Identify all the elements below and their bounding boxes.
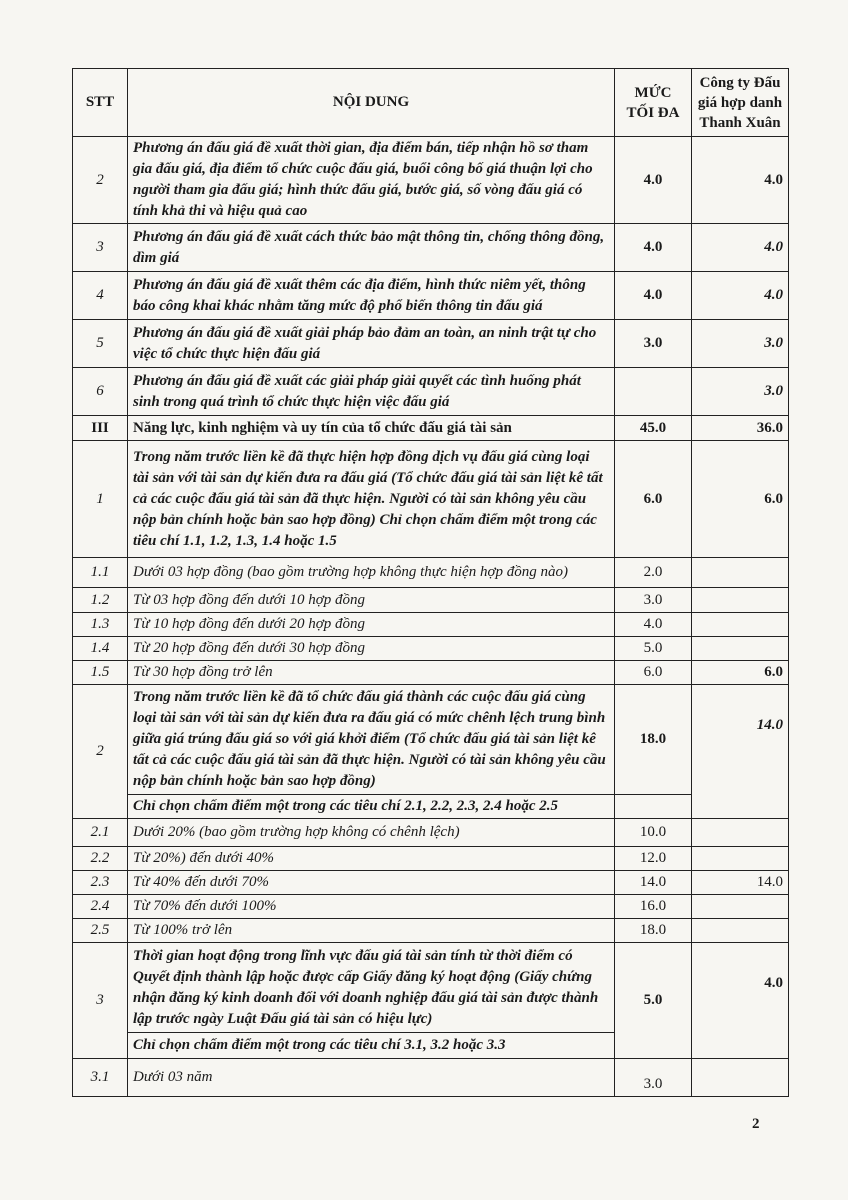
row-max-score: 6.0 bbox=[615, 441, 692, 558]
row-stt: 3 bbox=[73, 943, 128, 1059]
row-max-score: 14.0 bbox=[615, 871, 692, 895]
row-max-score: 45.0 bbox=[615, 416, 692, 441]
table-row bbox=[73, 224, 789, 272]
row-content: Phương án đấu giá đề xuất giải pháp bảo đảm an toàn, an ninh trật tự cho việc tổ chức thực hiện đấu giá bbox=[128, 320, 615, 368]
row-content: Thời gian hoạt động trong lĩnh vực đấu giá tài sản tính từ thời điểm có Quyết định thành lập hoặc được cấp Giấy đăng ký hoạt động (Giấy chứng nhận đăng ký kinh doanh đối với doanh nghiệp đấu giá tài sản được thành lập trước ngày Luật Đấu giá tài sản có hiệu lực) bbox=[128, 943, 615, 1033]
row-max-score: 4.0 bbox=[615, 137, 692, 224]
row-stt: 3.1 bbox=[73, 1059, 128, 1097]
table-row bbox=[73, 637, 789, 661]
table-row bbox=[73, 661, 789, 685]
row-company-score: 6.0 bbox=[692, 441, 789, 558]
row-company-score bbox=[692, 895, 789, 919]
row-content: Trong năm trước liền kề đã thực hiện hợp đồng dịch vụ đấu giá cùng loại tài sản với tài sản dự kiến đưa ra đấu giá (Tổ chức đấu giá tài sản liệt kê tất cả các cuộc đấu giá tài sản đã thực hiện. Người có tài sản không yêu cầu nộp bản chính hoặc bản sao hợp đồng) Chỉ chọn chấm điểm một trong các tiêu chí 1.1, 1.2, 1.3, 1.4 hoặc 1.5 bbox=[128, 441, 615, 558]
row-max-score: 3.0 bbox=[615, 588, 692, 613]
row-max-score: 4.0 bbox=[615, 613, 692, 637]
row-stt: 1.4 bbox=[73, 637, 128, 661]
table-row bbox=[73, 919, 789, 943]
row-company-score: 4.0 bbox=[692, 137, 789, 224]
row-stt: 3 bbox=[73, 224, 128, 272]
page-number: 2 bbox=[752, 1116, 760, 1132]
row-company-score bbox=[692, 637, 789, 661]
row-max-score: 12.0 bbox=[615, 847, 692, 871]
row-max-score: 6.0 bbox=[615, 661, 692, 685]
header-cong-ty: Công ty Đấu giá hợp danh Thanh Xuân bbox=[692, 69, 789, 137]
row-stt: 1 bbox=[73, 441, 128, 558]
row-max-score: 4.0 bbox=[615, 272, 692, 320]
row-company-score: 4.0 bbox=[692, 272, 789, 320]
row-company-score bbox=[692, 558, 789, 588]
row-company-score: 6.0 bbox=[692, 661, 789, 685]
row-stt: 2.1 bbox=[73, 819, 128, 847]
row-content: Từ 03 hợp đồng đến dưới 10 hợp đồng bbox=[128, 588, 615, 613]
row-content: Dưới 03 năm bbox=[128, 1059, 615, 1097]
row-content: Từ 70% đến dưới 100% bbox=[128, 895, 615, 919]
row-max-score: 10.0 bbox=[615, 819, 692, 847]
table-row bbox=[73, 685, 789, 795]
row-stt: 2.2 bbox=[73, 847, 128, 871]
row-stt: III bbox=[73, 416, 128, 441]
row-max-score: 4.0 bbox=[615, 224, 692, 272]
row-stt: 2.4 bbox=[73, 895, 128, 919]
row-content: Từ 100% trở lên bbox=[128, 919, 615, 943]
row-max-score: 3.0 bbox=[615, 1059, 692, 1097]
table-row bbox=[73, 368, 789, 416]
row-content: Năng lực, kinh nghiệm và uy tín của tổ chức đấu giá tài sản bbox=[128, 416, 615, 441]
row-content: Phương án đấu giá đề xuất các giải pháp giải quyết các tình huống phát sinh trong quá trình tổ chức thực hiện việc đấu giá bbox=[128, 368, 615, 416]
table-row bbox=[73, 272, 789, 320]
row-company-score bbox=[692, 588, 789, 613]
row-stt: 6 bbox=[73, 368, 128, 416]
table-row bbox=[73, 943, 789, 1033]
row-content: Trong năm trước liền kề đã tổ chức đấu giá thành các cuộc đấu giá cùng loại tài sản với tài sản dự kiến đưa ra đấu giá có mức chênh lệch trung bình giữa giá trúng đấu giá so với giá khởi điểm (Tổ chức đấu giá tài sản liệt kê tất cả các cuộc đấu giá tài sản đã thực hiện. Người có tài sản không yêu cầu nộp bản chính hoặc bản sao hợp đồng) bbox=[128, 685, 615, 795]
table-row bbox=[73, 320, 789, 368]
header-noi-dung: NỘI DUNG bbox=[128, 69, 615, 137]
row-max-score: 5.0 bbox=[615, 943, 692, 1059]
row-max-score: 18.0 bbox=[615, 919, 692, 943]
row-company-score bbox=[692, 919, 789, 943]
section-row bbox=[73, 416, 789, 441]
table-row bbox=[73, 871, 789, 895]
row-content: Phương án đấu giá đề xuất cách thức bảo mật thông tin, chống thông đồng, dìm giá bbox=[128, 224, 615, 272]
row-content: Chỉ chọn chấm điểm một trong các tiêu chí 2.1, 2.2, 2.3, 2.4 hoặc 2.5 bbox=[128, 795, 615, 819]
row-stt: 1.2 bbox=[73, 588, 128, 613]
table-row bbox=[73, 819, 789, 847]
row-content: Chỉ chọn chấm điểm một trong các tiêu chí 3.1, 3.2 hoặc 3.3 bbox=[128, 1033, 615, 1059]
row-company-score: 4.0 bbox=[692, 224, 789, 272]
row-company-score: 14.0 bbox=[692, 685, 789, 819]
row-company-score bbox=[692, 1059, 789, 1097]
row-stt: 4 bbox=[73, 272, 128, 320]
row-content: Từ 20 hợp đồng đến dưới 30 hợp đồng bbox=[128, 637, 615, 661]
row-company-score: 14.0 bbox=[692, 871, 789, 895]
scoring-table bbox=[72, 68, 789, 1097]
row-stt: 1.1 bbox=[73, 558, 128, 588]
row-stt: 5 bbox=[73, 320, 128, 368]
row-max-score: 18.0 bbox=[615, 685, 692, 795]
row-max-score bbox=[615, 368, 692, 416]
row-content: Phương án đấu giá đề xuất thêm các địa điểm, hình thức niêm yết, thông báo công khai khác nhằm tăng mức độ phổ biến thông tin đấu giá bbox=[128, 272, 615, 320]
table-header-row bbox=[73, 69, 789, 137]
row-content: Từ 10 hợp đồng đến dưới 20 hợp đồng bbox=[128, 613, 615, 637]
row-content: Từ 30 hợp đồng trở lên bbox=[128, 661, 615, 685]
table-row bbox=[73, 1059, 789, 1097]
row-stt: 2 bbox=[73, 685, 128, 819]
row-content: Phương án đấu giá đề xuất thời gian, địa điểm bán, tiếp nhận hồ sơ tham gia đấu giá, địa điểm tổ chức cuộc đấu giá, buổi công bố giá thuận lợi cho người tham gia đấu giá; hình thức đấu giá, bước giá, số vòng đấu giá có tính khả thi và hiệu quả cao bbox=[128, 137, 615, 224]
table-row bbox=[73, 441, 789, 558]
table-row bbox=[73, 137, 789, 224]
table-row bbox=[73, 847, 789, 871]
row-content: Từ 20%) đến dưới 40% bbox=[128, 847, 615, 871]
header-muc-toi-da: MỨC TỐI ĐA bbox=[615, 69, 692, 137]
row-company-score bbox=[692, 847, 789, 871]
row-company-score: 3.0 bbox=[692, 320, 789, 368]
row-stt: 2.5 bbox=[73, 919, 128, 943]
table-row bbox=[73, 795, 789, 819]
row-company-score: 36.0 bbox=[692, 416, 789, 441]
row-stt: 2.3 bbox=[73, 871, 128, 895]
row-stt: 1.5 bbox=[73, 661, 128, 685]
table-row bbox=[73, 895, 789, 919]
row-company-score bbox=[692, 613, 789, 637]
row-stt: 1.3 bbox=[73, 613, 128, 637]
row-content: Từ 40% đến dưới 70% bbox=[128, 871, 615, 895]
row-company-score bbox=[692, 819, 789, 847]
table-row bbox=[73, 558, 789, 588]
row-company-score: 3.0 bbox=[692, 368, 789, 416]
row-content: Dưới 20% (bao gồm trường hợp không có chênh lệch) bbox=[128, 819, 615, 847]
table-row bbox=[73, 588, 789, 613]
row-max-score bbox=[615, 795, 692, 819]
row-max-score: 2.0 bbox=[615, 558, 692, 588]
row-content: Dưới 03 hợp đồng (bao gồm trường hợp không thực hiện hợp đồng nào) bbox=[128, 558, 615, 588]
row-max-score: 5.0 bbox=[615, 637, 692, 661]
table-row bbox=[73, 613, 789, 637]
row-stt: 2 bbox=[73, 137, 128, 224]
row-max-score: 16.0 bbox=[615, 895, 692, 919]
row-company-score: 4.0 bbox=[692, 943, 789, 1059]
row-max-score: 3.0 bbox=[615, 320, 692, 368]
header-stt: STT bbox=[73, 69, 128, 137]
